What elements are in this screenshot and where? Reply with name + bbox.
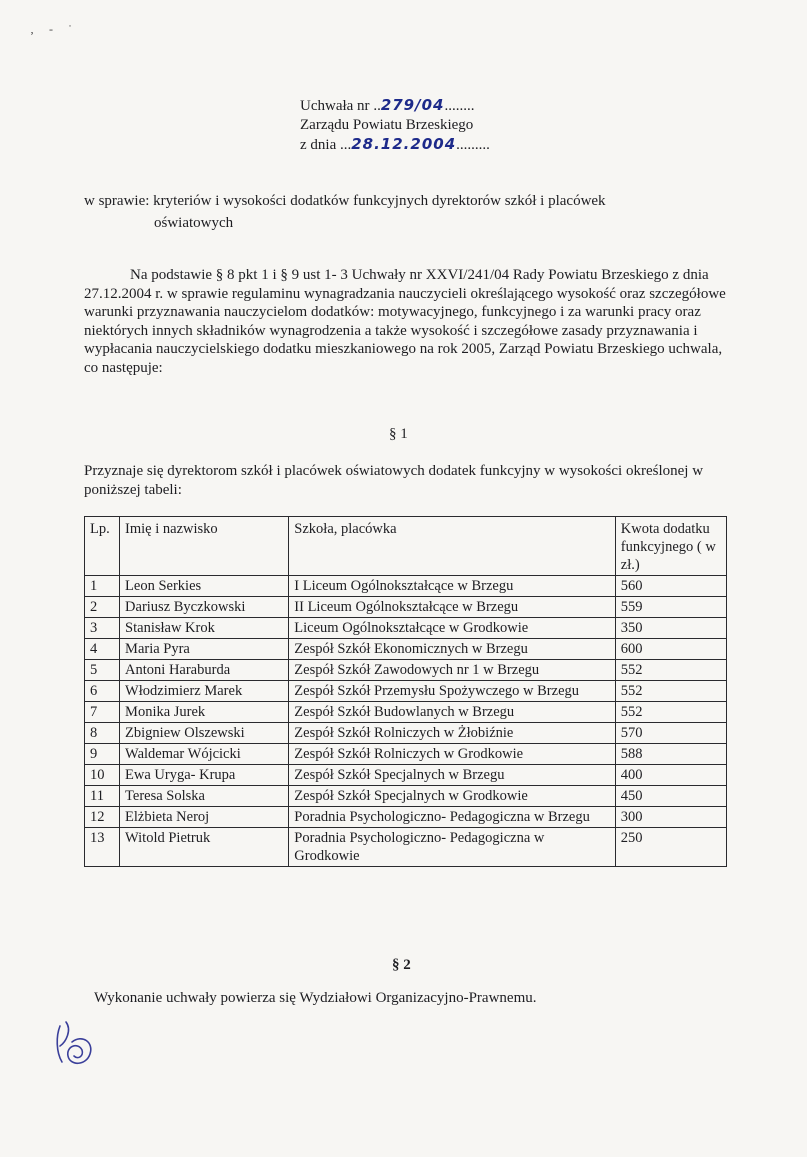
allowance-table xyxy=(84,516,727,867)
table-row xyxy=(85,681,727,702)
cell-school: Zespół Szkół Specjalnych w Brzegu xyxy=(289,765,616,786)
cell-lp: 1 xyxy=(85,576,120,597)
cell-lp: 3 xyxy=(85,618,120,639)
cell-name: Elżbieta Neroj xyxy=(120,807,289,828)
cell-amount: 250 xyxy=(615,828,726,867)
cell-lp: 13 xyxy=(85,828,120,867)
table-row xyxy=(85,765,727,786)
execution-clause: Wykonanie uchwały powierza się Wydziałowi Organizacyjno-Prawnemu. xyxy=(94,990,537,1006)
table-row xyxy=(85,660,727,681)
cell-school: Zespół Szkół Rolniczych w Grodkowie xyxy=(289,744,616,765)
header-lp: Lp. xyxy=(85,517,120,576)
cell-school: Zespół Szkół Rolniczych w Żłobiźnie xyxy=(289,723,616,744)
cell-amount: 400 xyxy=(615,765,726,786)
handwritten-initials-mark xyxy=(52,1012,98,1072)
resolution-number-handwritten: 279/04 xyxy=(380,96,445,114)
cell-name: Monika Jurek xyxy=(120,702,289,723)
cell-name: Zbigniew Olszewski xyxy=(120,723,289,744)
resolution-date-line: z dnia ...28.12.2004......... xyxy=(300,135,490,153)
subject-line-2: oświatowych xyxy=(154,215,234,231)
cell-school: Zespół Szkół Przemysłu Spożywczego w Brzegu xyxy=(289,681,616,702)
cell-name: Dariusz Byczkowski xyxy=(120,597,289,618)
table-row xyxy=(85,786,727,807)
cell-lp: 8 xyxy=(85,723,120,744)
cell-amount: 300 xyxy=(615,807,726,828)
cell-amount: 570 xyxy=(615,723,726,744)
resolution-date-handwritten: 28.12.2004 xyxy=(351,135,457,153)
issuer-line: Zarządu Powiatu Brzeskiego xyxy=(300,117,474,133)
subject-line-1: kryteriów i wysokości dodatków funkcyjnych dyrektorów szkół i placówek xyxy=(153,193,606,209)
resolution-subject xyxy=(84,190,724,234)
cell-name: Waldemar Wójcicki xyxy=(120,744,289,765)
header-amount: Kwota dodatku funkcyjnego ( w zł.) xyxy=(615,517,726,576)
cell-name: Maria Pyra xyxy=(120,639,289,660)
cell-name: Włodzimierz Marek xyxy=(120,681,289,702)
cell-amount: 588 xyxy=(615,744,726,765)
table-row xyxy=(85,702,727,723)
resolution-header xyxy=(300,96,490,155)
table-row xyxy=(85,828,727,867)
header-name: Imię i nazwisko xyxy=(120,517,289,576)
resolution-number-label: Uchwała nr xyxy=(300,98,370,114)
scan-mark: ‚ - ˙ xyxy=(30,22,78,36)
section-1-heading: § 1 xyxy=(389,426,408,442)
cell-amount: 450 xyxy=(615,786,726,807)
cell-school: Poradnia Psychologiczno- Pedagogiczna w Grodkowie xyxy=(289,828,616,867)
cell-name: Teresa Solska xyxy=(120,786,289,807)
table-row xyxy=(85,744,727,765)
cell-amount: 560 xyxy=(615,576,726,597)
cell-lp: 5 xyxy=(85,660,120,681)
cell-lp: 11 xyxy=(85,786,120,807)
cell-amount: 552 xyxy=(615,681,726,702)
cell-lp: 12 xyxy=(85,807,120,828)
cell-school: Zespół Szkół Budowlanych w Brzegu xyxy=(289,702,616,723)
table-row xyxy=(85,618,727,639)
cell-name: Witold Pietruk xyxy=(120,828,289,867)
table-row xyxy=(85,639,727,660)
cell-name: Antoni Haraburda xyxy=(120,660,289,681)
cell-school: Zespół Szkół Specjalnych w Grodkowie xyxy=(289,786,616,807)
cell-amount: 552 xyxy=(615,660,726,681)
cell-lp: 6 xyxy=(85,681,120,702)
cell-amount: 600 xyxy=(615,639,726,660)
cell-lp: 4 xyxy=(85,639,120,660)
section-2-heading: § 2 xyxy=(392,957,411,973)
resolution-date-label: z dnia xyxy=(300,137,337,153)
table-row xyxy=(85,723,727,744)
header-school: Szkoła, placówka xyxy=(289,517,616,576)
table-row xyxy=(85,576,727,597)
legal-basis-paragraph: Na podstawie § 8 pkt 1 i § 9 ust 1- 3 Uchwały nr XXVI/241/04 Rady Powiatu Brzeskiego z dnia 27.12.2004 r. w sprawie regulaminu wynagradzania nauczycieli określającego wysokość oraz szczegółowe warunki przyznawania nauczycielom dodatków: motywacyjnego, funkcyjnego i za warunki pracy oraz niektórych innych składników wynagrodzenia a także wysokość i szczegółowe zasady przyznawania i wypłacania nauczycielskiego dodatku mieszkaniowego na rok 2005, Zarząd Powiatu Brzeskiego uchwala, co następuje: xyxy=(84,267,726,376)
cell-name: Leon Serkies xyxy=(120,576,289,597)
table-row xyxy=(85,807,727,828)
cell-amount: 552 xyxy=(615,702,726,723)
cell-lp: 2 xyxy=(85,597,120,618)
cell-amount: 350 xyxy=(615,618,726,639)
cell-school: Zespół Szkół Zawodowych nr 1 w Brzegu xyxy=(289,660,616,681)
cell-school: I Liceum Ogólnokształcące w Brzegu xyxy=(289,576,616,597)
cell-school: Poradnia Psychologiczno- Pedagogiczna w Brzegu xyxy=(289,807,616,828)
resolution-number-line: Uchwała nr ..279/04........ xyxy=(300,96,475,114)
cell-amount: 559 xyxy=(615,597,726,618)
cell-name: Stanisław Krok xyxy=(120,618,289,639)
cell-school: II Liceum Ogólnokształcące w Brzegu xyxy=(289,597,616,618)
table-row xyxy=(85,597,727,618)
subject-prefix: w sprawie: xyxy=(84,193,150,209)
cell-name: Ewa Uryga- Krupa xyxy=(120,765,289,786)
table-header-row xyxy=(85,517,727,576)
section-1-intro: Przyznaje się dyrektorom szkół i placówek oświatowych dodatek funkcyjny w wysokości określonej w poniższej tabeli: xyxy=(84,463,704,498)
cell-school: Liceum Ogólnokształcące w Grodkowie xyxy=(289,618,616,639)
cell-lp: 10 xyxy=(85,765,120,786)
cell-lp: 7 xyxy=(85,702,120,723)
cell-lp: 9 xyxy=(85,744,120,765)
cell-school: Zespół Szkół Ekonomicznych w Brzegu xyxy=(289,639,616,660)
